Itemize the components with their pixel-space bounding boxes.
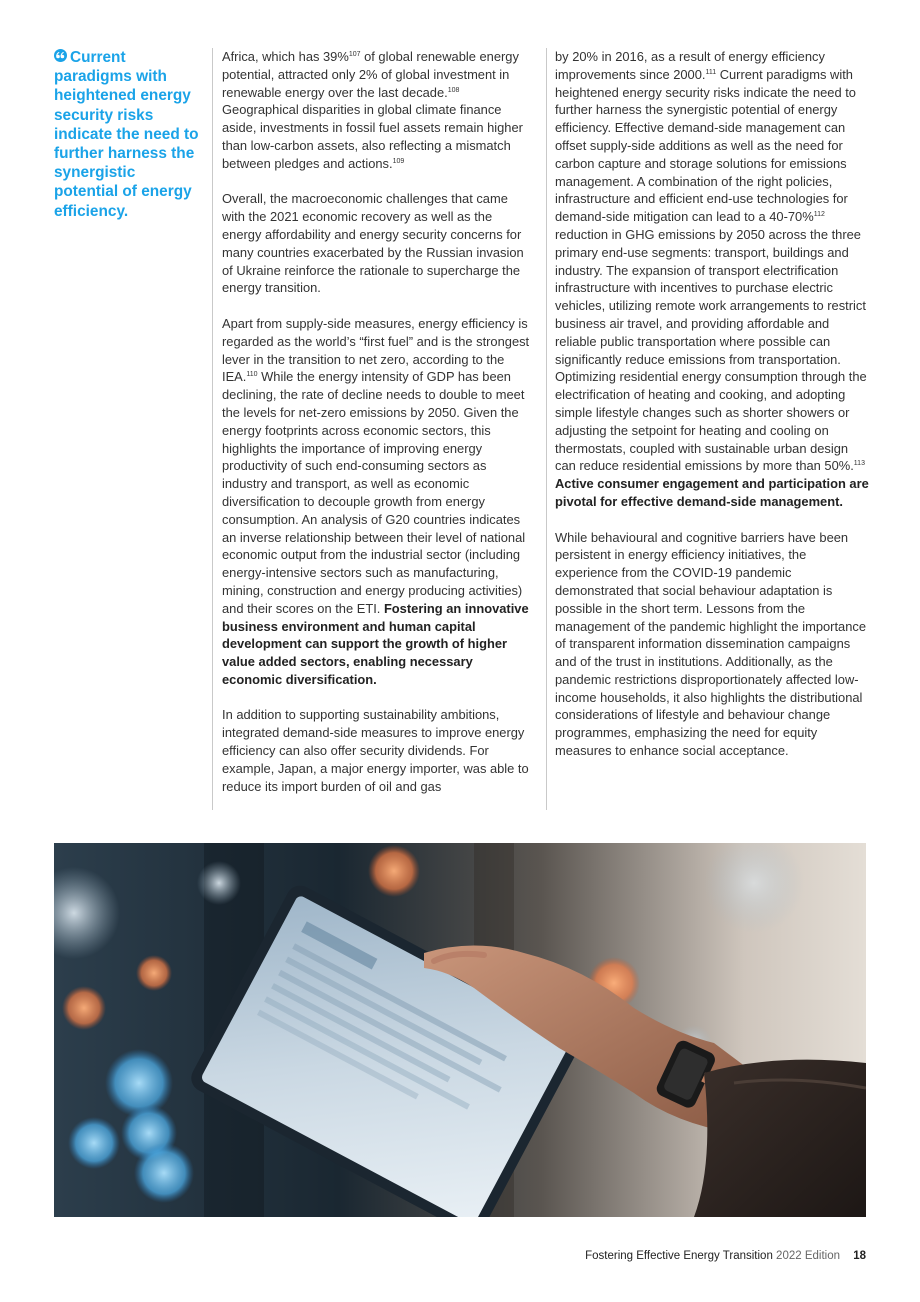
- footnote-ref: 109: [392, 157, 405, 165]
- footnote-ref: 111: [705, 68, 717, 76]
- footnote-ref: 113: [853, 460, 865, 468]
- report-edition: 2022 Edition: [776, 1250, 840, 1262]
- page-number: 18: [853, 1250, 866, 1262]
- text-column-1: [212, 48, 534, 810]
- quote-icon: [54, 49, 67, 62]
- page-footer: [585, 1250, 866, 1262]
- paragraph: Apart from supply-side measures, energy efficiency is regarded as the world’s “first fuel” and is the strongest lever in the transition to net zero, according to the IEA.$^{110}$ While the energy intensity of GDP has been declining, the rate of decline needs to double to meet the levels for net-zero emissions by 2050. Given the energy footprints across economic sectors, this highlights the importance of improving energy productivity of such end-consuming sectors as industry and transport, as well as economic diversification to decouple growth from energy consumption. An analysis of G20 countries indicates an inverse relationship between their level of national economic output from the industrial sector (including energy-intensive sectors such as manufacturing, mining, construction and energy producing activities) and their scores on the ETI. Fostering an innovative business environment and human capital development can support the growth of higher value added sectors, enabling necessary economic diversification.: [222, 315, 530, 687]
- highlight-text: Fostering an innovative business environment and human capital development can support the growth of higher value added sectors, enabling necessary economic diversification.: [222, 600, 529, 687]
- paragraph: Overall, the macroeconomic challenges that came with the 2021 economic recovery as well as the energy affordability and energy security concerns for many countries exacerbated by the Russian invasion of Ukraine reinforce the rationale to supercharge the energy transition.: [222, 191, 524, 296]
- text-column-2: [546, 48, 872, 810]
- report-title: Fostering Effective Energy Transition: [585, 1250, 773, 1262]
- paragraph: by 20% in 2016, as a result of energy efficiency improvements since 2000.$^{111}$ Current paradigms with heightened energy security risks indicate the need to further harness the synergistic potential of energy efficiency. Effective demand-side management can offset supply-side additions as well as the need for carbon capture and storage solutions for emissions management. A combination of the right policies, infrastructure and efficient end-use technologies for demand-side mitigation can lead to a 40-70%$^{112}$ reduction in GHG emissions by 2050 across the three primary end-use segments: transport, buildings and industry. The expansion of transport electrification infrastructure with incentives to purchase electric vehicles, utilizing remote work arrangements to restrict business air travel, and providing affordable and reliable public transportation where possible can significantly reduce emissions from transportation. Optimizing residential energy consumption through the electrification of heating and cooking, and adopting simple lifestyle changes such as shorter showers or adjusting the setpoint for heating and cooling on thermostats, coupled with sustainable urban design can reduce residential emissions by more than 50%.$^{113}$ Active consumer engagement and participation are pivotal for effective demand-side management.: [555, 49, 869, 509]
- footnote-ref: 110: [246, 371, 258, 379]
- footnote-ref: 107: [348, 51, 361, 58]
- pull-quote-text: Current paradigms with heightened energy security risks indicate the need to further harness the synergistic potential of energy efficiency.: [54, 49, 199, 220]
- paragraph: While behavioural and cognitive barriers have been persistent in energy efficiency initiatives, the experience from the COVID-19 pandemic demonstrated that social behaviour adaptation is possible in the short term. Lessons from the management of the pandemic highlight the importance of transparent information dissemination campaigns and of the trust in institutions. Additionally, as the pandemic restrictions disproportionately affected low-income households, it also highlights the distributional considerations of lifestyle and behaviour change programmes, emphasizing the need for equity measures to enhance social acceptance.: [555, 529, 866, 759]
- footnote-ref: 112: [813, 211, 825, 219]
- paragraph: Africa, which has 39%$^{107}$ of global renewable energy potential, attracted only 2% of global investment in renewable energy over the last decade.$^{108}$ Geographical disparities in global climate finance aside, investments in fossil fuel assets remain higher than low-carbon assets, also reflecting a mismatch between pledges and actions.$^{109}$: [222, 49, 523, 171]
- footnote-ref: 108: [447, 86, 460, 94]
- highlight-text: Active consumer engagement and participation are pivotal for effective demand-side management.: [555, 476, 869, 509]
- paragraph: In addition to supporting sustainability ambitions, integrated demand-side measures to improve energy efficiency can also offer security dividends. For example, Japan, a major energy importer, was able to reduce its import burden of oil and gas: [222, 707, 529, 794]
- tablet-photo: [54, 843, 866, 1217]
- pull-quote: [54, 48, 199, 221]
